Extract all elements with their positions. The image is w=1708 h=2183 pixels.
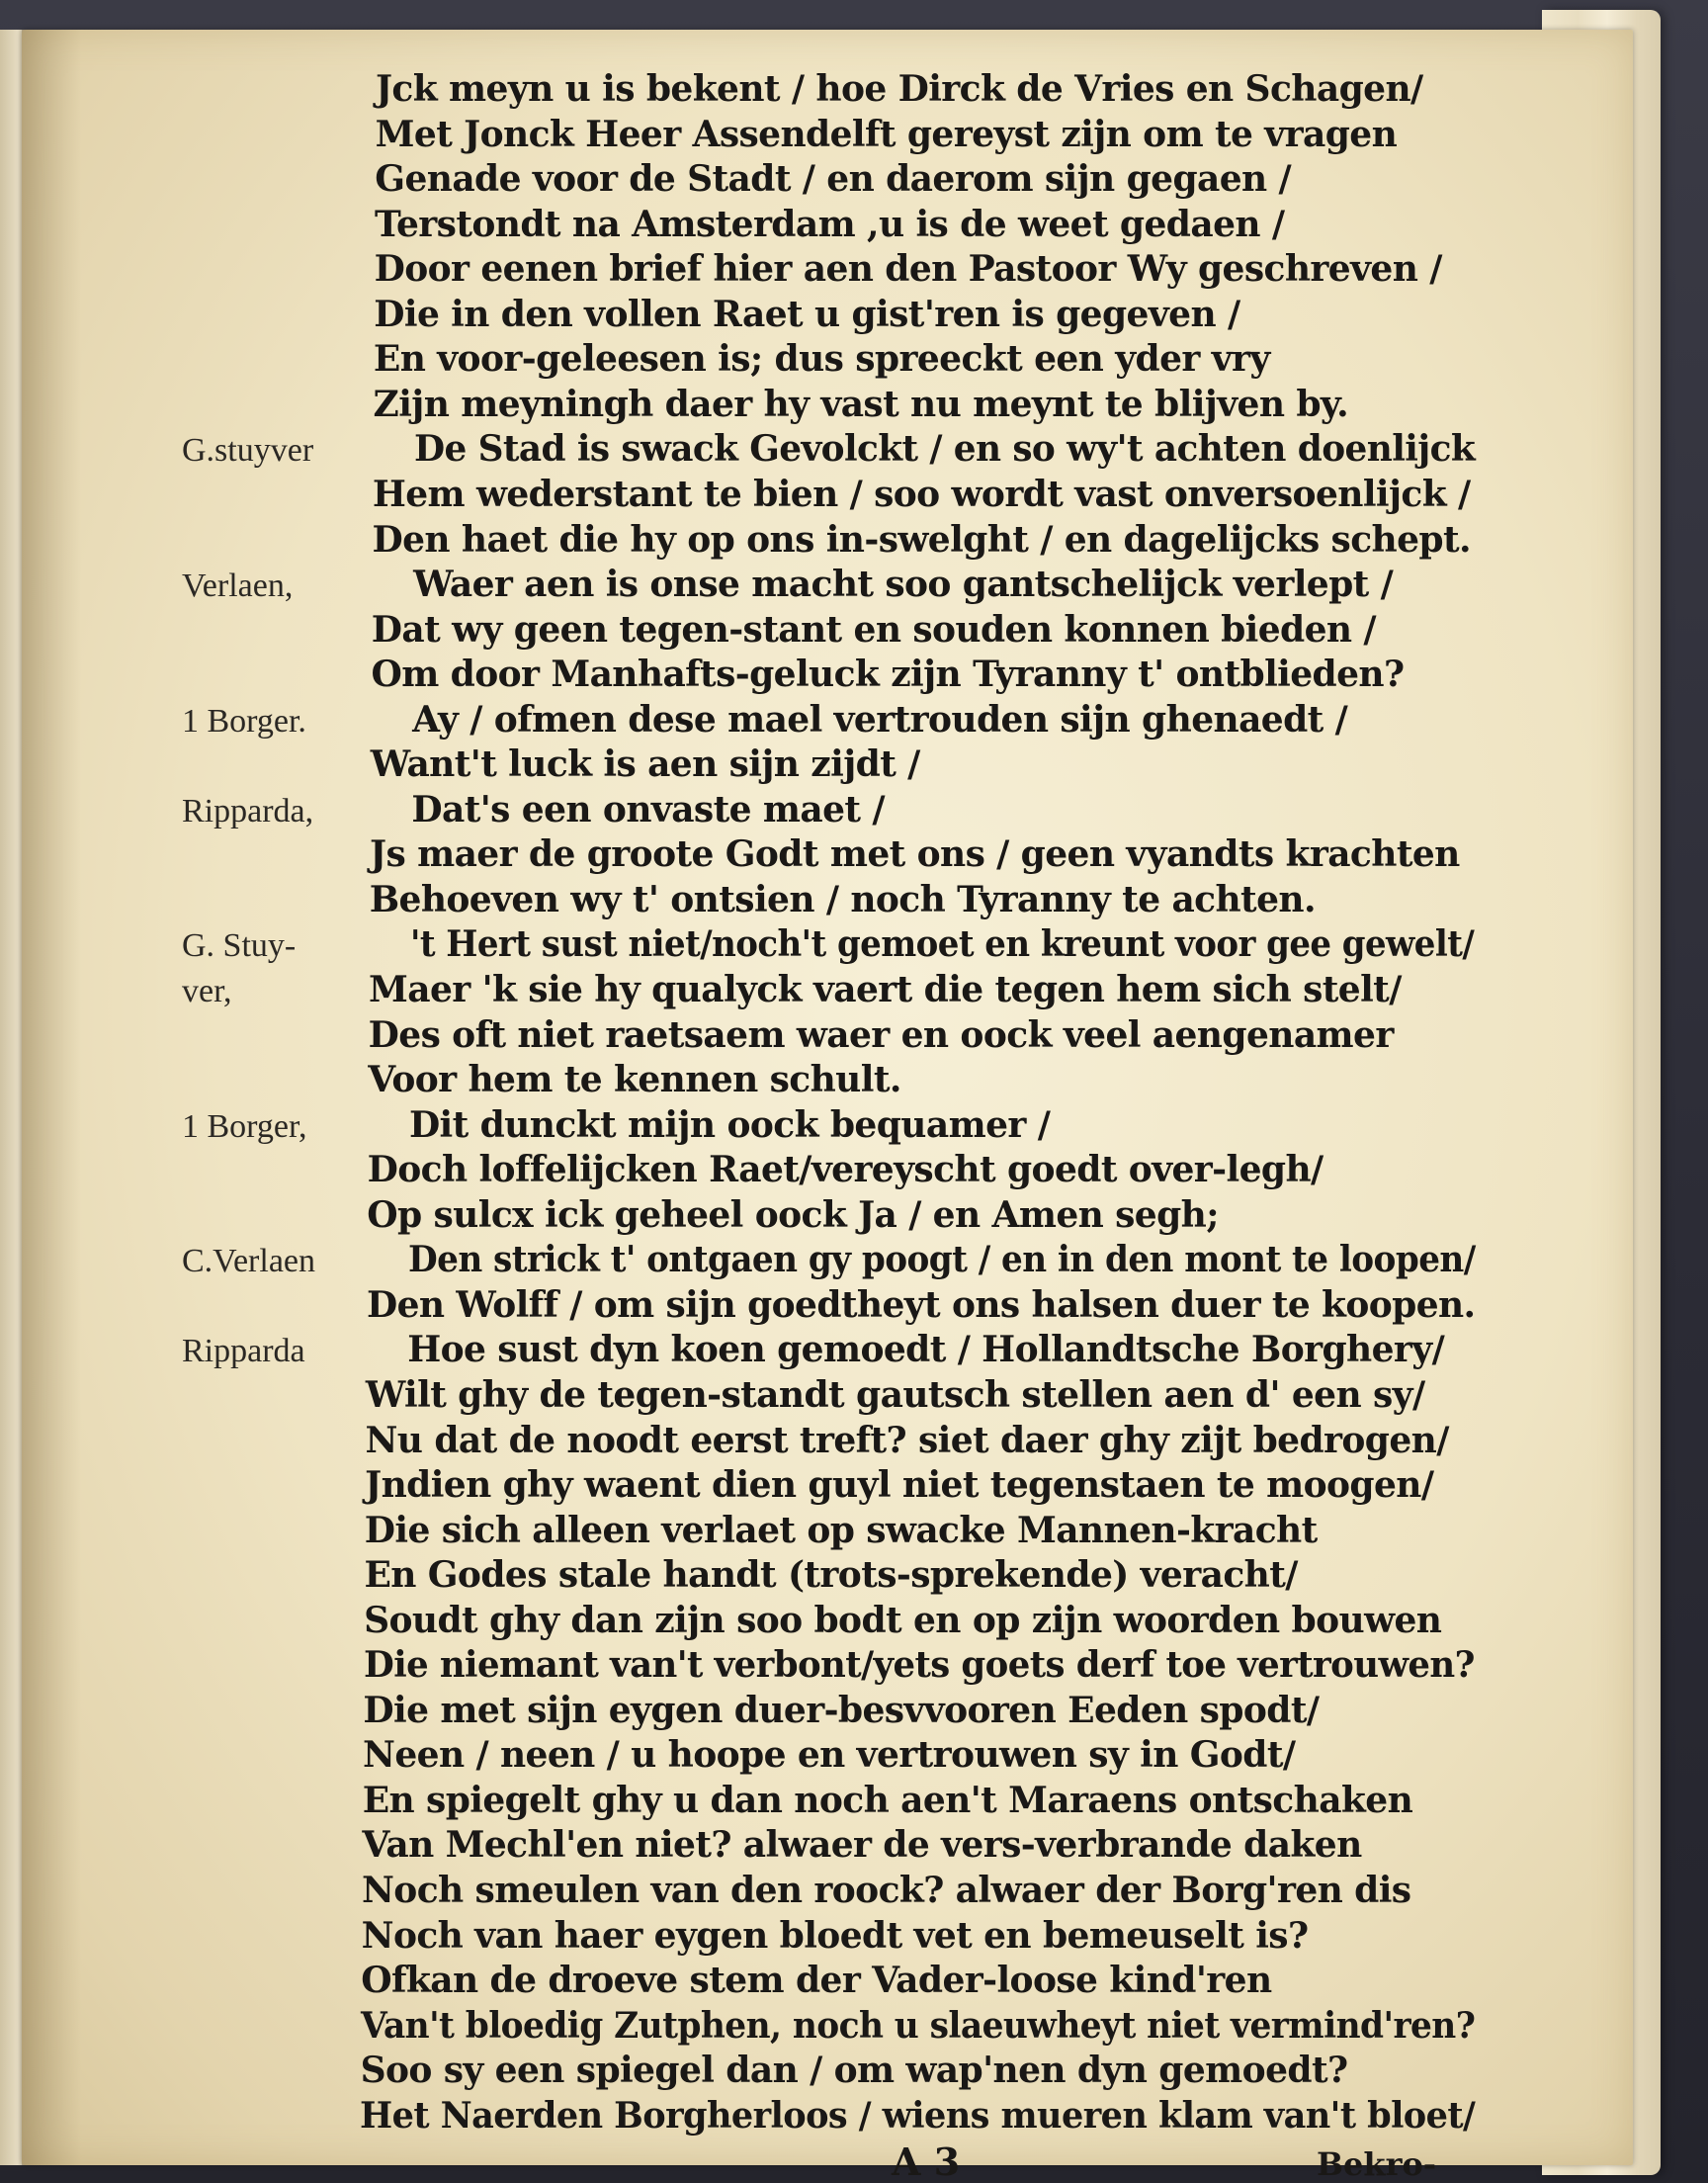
verse-line: Die in den vollen Raet u gist'ren is gegeven /	[374, 293, 1240, 335]
verse-line: Ofkan de droeve stem der Vader-loose kind'ren	[361, 1960, 1272, 2002]
verse-line: Den Wolff / om sijn goedtheyt ons halsen duer te koopen.	[366, 1283, 1476, 1326]
verse-line: Terstondt na Amsterdam ,u is de weet gedaen /	[374, 203, 1285, 245]
speaker-label: G.stuyver	[182, 432, 314, 470]
verse-line: Dat's een onvaste maet /	[411, 788, 885, 830]
verse-line: Jndien ghy waent dien guyl niet tegenstaen te moogen/	[365, 1464, 1434, 1507]
verse-line: Door eenen brief hier aen den Pastoor Wy geschreven /	[374, 248, 1442, 291]
verse-line: En spiegelt ghy u dan noch aen't Maraens ontschaken	[362, 1779, 1413, 1821]
verse-line: Die sich alleen verlaet op swacke Mannen-kracht	[364, 1509, 1318, 1551]
verse-line: En Godes stale handt (trots-sprekende) veracht/	[364, 1554, 1298, 1597]
verse-line: Die niemant van't verbont/yets goets derf toe vertrouwen?	[363, 1644, 1475, 1687]
verse-line: Zijn meyningh daer hy vast nu meynt te blijven by.	[373, 383, 1349, 425]
speaker-label: G. Stuy-	[182, 927, 297, 965]
verse-line: Hoe sust dyn koen gemoedt / Hollandtsche Borghery/	[407, 1329, 1445, 1371]
verse-line: Maer 'k sie hy qualyck vaert die tegen hem sich stelt/	[369, 969, 1402, 1010]
verse-line: Op sulcx ick geheel oock Ja / en Amen segh;	[367, 1193, 1219, 1236]
verse-line: Wilt ghy de tegen-standt gautsch stellen aen d' een sy/	[365, 1373, 1425, 1416]
verse-line: Hem wederstant te bien / soo wordt vast onversoenlijck /	[372, 473, 1471, 515]
verse-line: Om door Manhafts-geluck zijn Tyranny t' ontblieden?	[371, 654, 1405, 696]
verse-line: Genade voor de Stadt / en daerom sijn gegaen /	[375, 158, 1292, 201]
speaker-label: C.Verlaen	[182, 1243, 316, 1280]
verse-line: Dit dunckt mijn oock bequamer /	[408, 1103, 1051, 1146]
speaker-label: Verlaen,	[182, 568, 294, 605]
verse-line: Van Mechl'en niet? alwaer de vers-verbrande daken	[362, 1824, 1362, 1867]
verse-line: Soudt ghy dan zijn soo bodt en op zijn woorden bouwen	[364, 1599, 1442, 1641]
verse-line: Noch van haer eygen bloedt vet en bemeuselt is?	[361, 1914, 1309, 1957]
catchword: Bekro-	[1317, 2145, 1437, 2183]
verse-line: Jck meyn u is bekent / hoe Dirck de Vries en Schagen/	[376, 68, 1423, 110]
verse-line: Doch loffelijcken Raet/vereyscht goedt over-legh/	[367, 1149, 1324, 1191]
verse-line: Noch smeulen van den roock? alwaer der Borg'ren dis	[362, 1870, 1411, 1911]
verse-line: 't Hert sust niet/noch't gemoet en kreunt voor gee gewelt/	[410, 923, 1475, 966]
verse-line: Soo sy een spiegel dan / om wap'nen dyn gemoedt?	[360, 2050, 1348, 2092]
speaker-label: Ripparda,	[182, 792, 314, 830]
verse-line: Den strick t' ontgaen gy poogt / en in den mont te loopen/	[407, 1239, 1476, 1281]
verse-line: Met Jonck Heer Assendelft gereyst zijn om te vragen	[375, 113, 1398, 155]
verse-line: De Stad is swack Gevolckt / en so wy't achten doenlijck	[414, 428, 1476, 471]
verse-line: Die met sijn eygen duer-besvvooren Eeden spodt/	[363, 1689, 1320, 1731]
verse-line: Dat wy geen tegen-stant en souden konnen bieden /	[371, 608, 1376, 651]
speaker-label: ver,	[182, 973, 232, 1009]
speaker-label: 1 Borger.	[182, 702, 306, 740]
verse-line: Neen / neen / u hoope en vertrouwen sy in Godt/	[363, 1734, 1296, 1777]
book-page	[22, 30, 1633, 2183]
speaker-label: 1 Borger,	[182, 1107, 307, 1145]
verse-line: Den haet die hy op ons in-swelght / en dagelijcks schept.	[372, 518, 1471, 561]
verse-line: Want't luck is aen sijn zijdt /	[370, 743, 920, 786]
verse-line: Des oft niet raetsaem waer en oock veel aengenamer	[368, 1013, 1394, 1056]
verse-line: Van't bloedig Zutphen, noch u slaeuwheyt niet vermind'ren?	[360, 2004, 1476, 2047]
verse-line: En voor-geleesen is; dus spreeckt een yder vry	[373, 338, 1270, 381]
verse-line: Ay / ofmen dese mael vertrouden sijn ghenaedt /	[412, 698, 1348, 741]
verse-line: Waer aen is onse macht soo gantschelijck verlept /	[413, 564, 1394, 606]
verse-line: Js maer de groote Godt met ons / geen vyandts krachten	[370, 833, 1460, 876]
verse-line: Het Naerden Borgherloos / wiens mueren klam van't bloet/	[360, 2094, 1476, 2137]
verse-line: Behoeven wy t' ontsien / noch Tyranny te achten.	[369, 878, 1316, 920]
speaker-label: Ripparda	[182, 1333, 305, 1370]
verse-line: Nu dat de noodt eerst treft? siet daer ghy zijt bedrogen/	[365, 1419, 1449, 1461]
text-column	[22, 30, 1633, 2183]
verse-line: Voor hem te kennen schult.	[368, 1059, 901, 1101]
signature-mark: A 3	[892, 2139, 961, 2183]
